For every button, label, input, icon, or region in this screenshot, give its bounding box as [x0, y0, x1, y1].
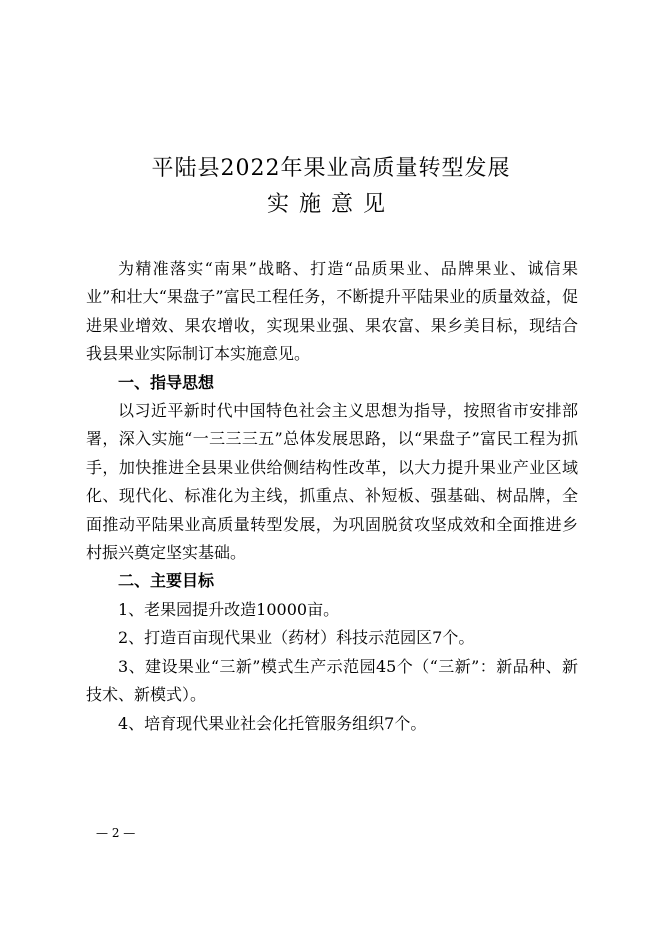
goal-item-1: 1、老果园提升改造10000亩。: [118, 599, 340, 619]
goal-item-2: 2、打造百亩现代果业（药材）科技示范园区7个。: [118, 628, 475, 648]
goal-item-3: 3、建设果业“三新”模式生产示范园45个（“三新”：新品种、新技术、新模式）。: [86, 656, 578, 705]
guiding-ideology-paragraph: 以习近平新时代中国特色社会主义思想为指导，按照省市安排部署，深入实施“一三三三五”总体发展思路，以“果盘子”富民工程为抓手，加快推进全县果业供给侧结构性改革，以大力提升果业产业区域化、现代化、标准化为主线，抓重点、补短板、强基础、树品牌，全面推动平陆果业高质量转型发展，为巩固脱贫攻坚成效和全面推进乡村振兴奠定坚实基础。: [86, 401, 578, 563]
section-heading-main-goals: 二、主要目标: [118, 571, 215, 591]
document-subtitle: 实施意见: [266, 192, 395, 217]
page-number: — 2 —: [96, 826, 136, 840]
document-title: 平陆县2022年果业高质量转型发展: [151, 156, 511, 181]
intro-paragraph: 为精准落实“南果”战略、打造“品质果业、品牌果业、诚信果业”和壮大“果盘子”富民工程任务，不断提升平陆果业的质量效益，促进果业增效、果农增收，实现果业强、果农富、果乡美目标，现结合我县果业实际制订本实施意见。: [86, 259, 578, 364]
section-heading-guiding-ideology: 一、指导思想: [118, 372, 215, 392]
document-body: [86, 255, 578, 738]
goal-item-4: 4、培育现代果业社会化托管服务组织7个。: [118, 713, 427, 733]
